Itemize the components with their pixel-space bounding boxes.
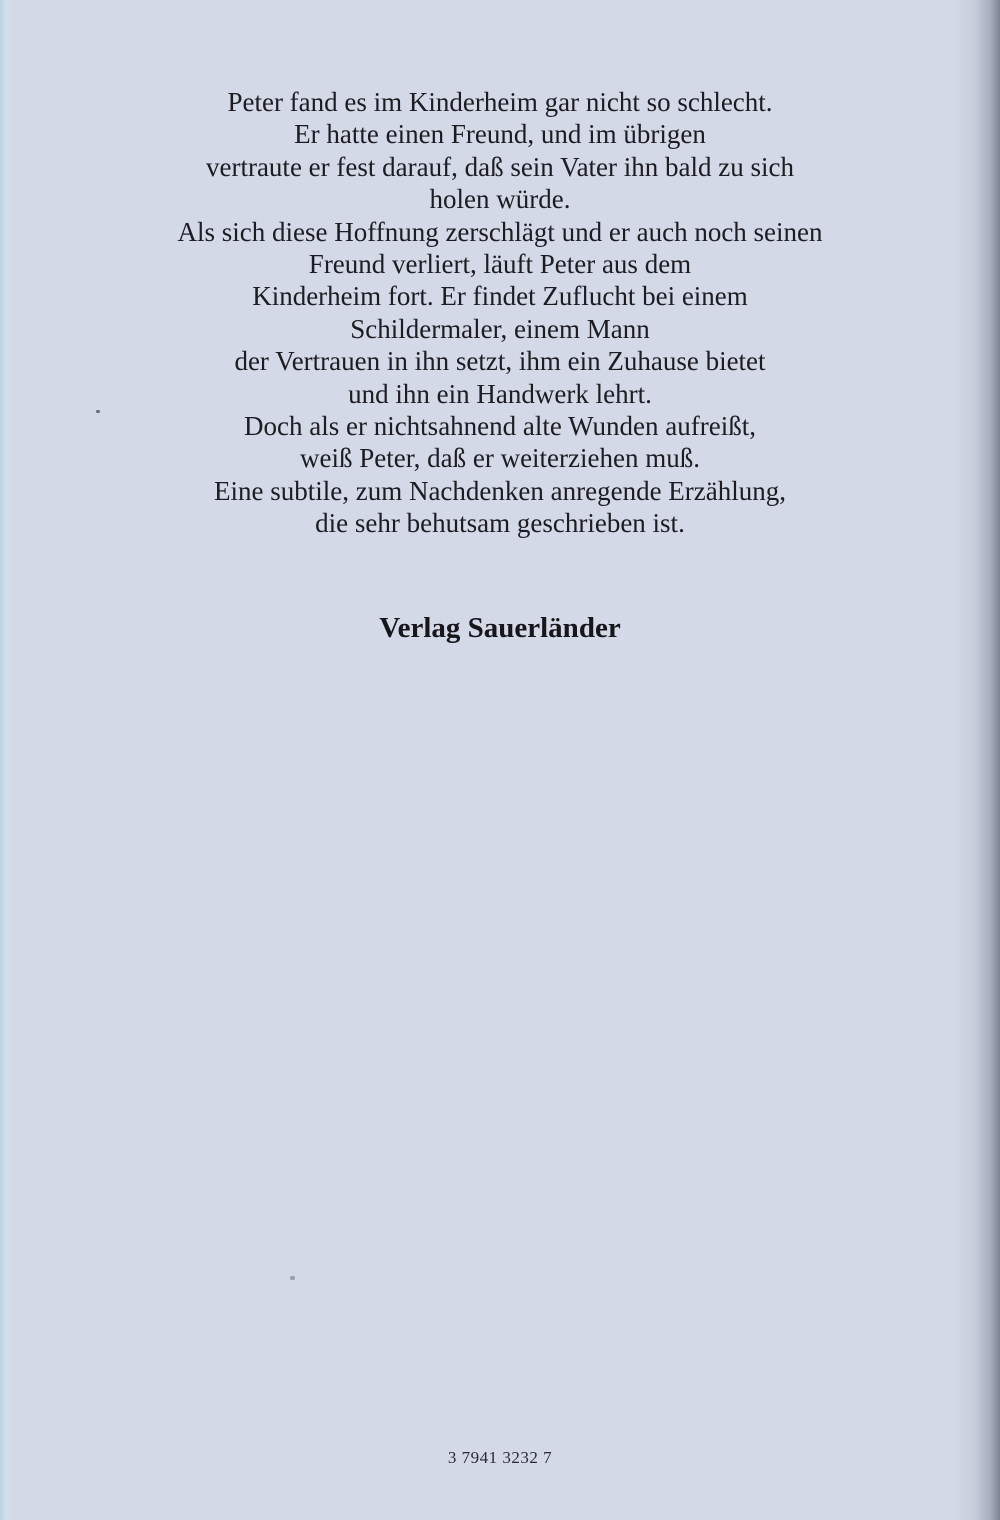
blurb-line: vertraute er fest darauf, daß sein Vater ihn bald zu sich <box>205 151 794 182</box>
cover-left-edge <box>0 0 12 1520</box>
blurb-line: und ihn ein Handwerk lehrt. <box>348 378 652 409</box>
blurb-line: der Vertrauen in ihn setzt, ihm ein Zuhause bietet <box>234 346 766 377</box>
blurb-line: Er hatte einen Freund, und im übrigen <box>294 119 706 150</box>
blurb-line: Eine subtile, zum Nachdenken anregende Erzählung, <box>213 475 787 506</box>
blurb-line: die sehr behutsam geschrieben ist. <box>315 508 685 539</box>
blurb-line: Schildermaler, einem Mann <box>350 313 650 344</box>
blurb-line: Peter fand es im Kinderheim gar nicht so schlecht. <box>227 87 773 117</box>
cover-spine-shadow <box>954 0 1000 1520</box>
blurb-line: Doch als er nichtsahnend alte Wunden aufreißt, <box>244 411 756 442</box>
publisher-name: Verlag Sauerländer <box>379 612 621 644</box>
blurb-text <box>60 86 940 540</box>
print-speck <box>290 1276 295 1280</box>
blurb-line: weiß Peter, daß er weiterziehen muß. <box>299 443 700 474</box>
blurb-line: holen würde. <box>429 184 571 215</box>
isbn-number: 3 7941 3232 7 <box>447 1448 553 1467</box>
blurb-line: Freund verliert, läuft Peter aus dem <box>308 249 692 280</box>
print-speck <box>96 410 100 413</box>
blurb-line: Als sich diese Hoffnung zerschlägt und er auch noch seinen <box>177 216 823 247</box>
blurb-line: Kinderheim fort. Er findet Zuflucht bei einem <box>252 281 748 312</box>
